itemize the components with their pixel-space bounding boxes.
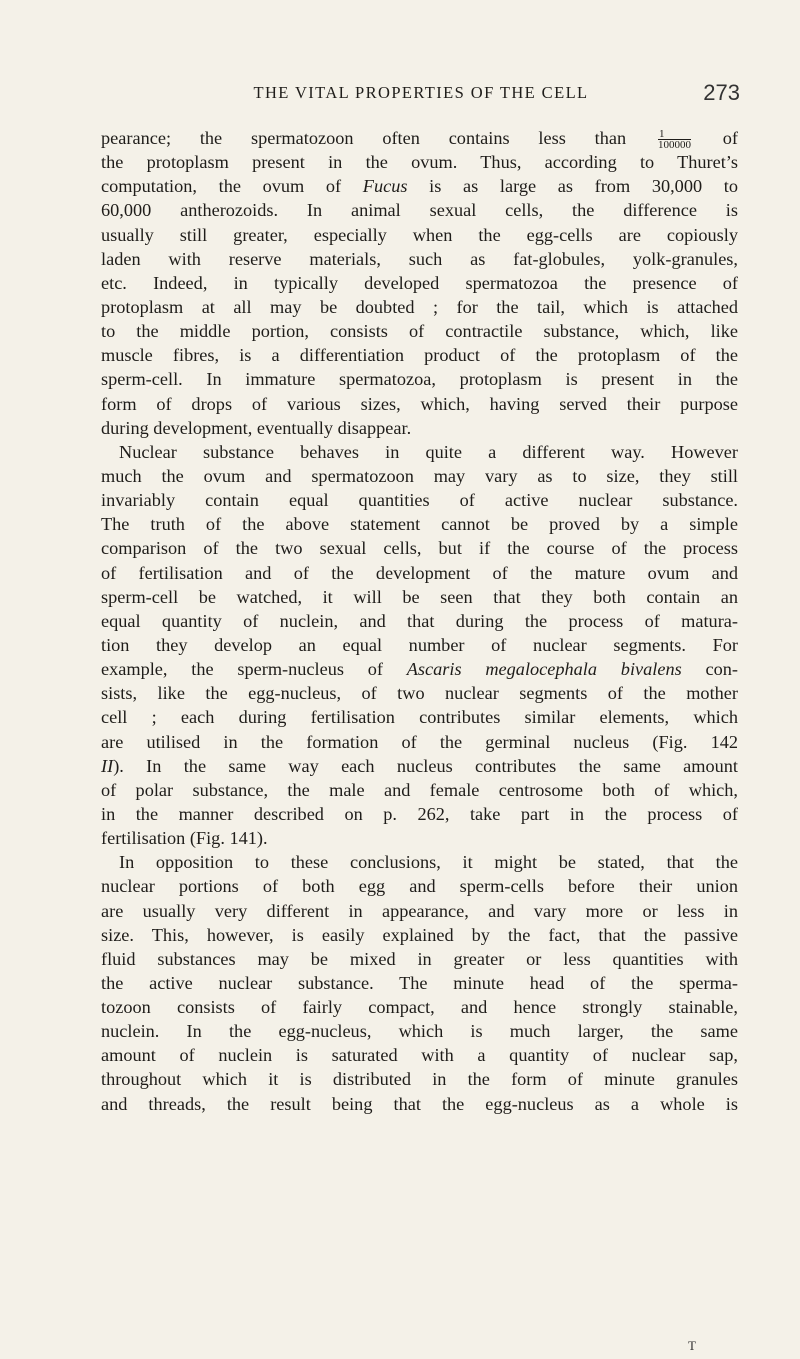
text-line: amount of nuclein is saturated with a quantity of nuclear sap, [101,1045,738,1066]
text-line: size. This, however, is easily explained by the fact, that the passive [101,924,738,945]
text-line: fertilisation (Fig. 141). [101,828,268,849]
text-line: of fertilisation and of the development of the mature ovum and [101,562,738,583]
text-line: the active nuclear substance. The minute head of the sperma- [101,972,738,993]
text-line: II). In the same way each nucleus contributes the same amount [101,755,738,776]
first-line-tail: of [693,128,738,148]
text-line: laden with reserve materials, such as fat-globules, yolk-granules, [101,248,738,269]
fraction-numerator: 1 [658,129,691,140]
text-line: to the middle portion, consists of contractile substance, which, like [101,321,738,342]
text-line: in the manner described on p. 262, take part in the process of [101,803,738,824]
text-line: tozoon consists of fairly compact, and hence strongly stainable, [101,997,738,1018]
signature-mark: T [688,1338,696,1353]
text-line: much the ovum and spermatozoon may vary as to size, they still [101,465,738,486]
text-line: and threads, the result being that the egg-nucleus as a whole is [101,1093,738,1114]
running-title: THE VITAL PROPERTIES OF THE CELL [253,83,589,102]
text-line: of polar substance, the male and female centrosome both of which, [101,779,738,800]
running-head [102,80,740,106]
text-line: Nuclear substance behaves in quite a different way. However [119,441,738,462]
text-line: sperm-cell be watched, it will be seen that they both contain an [101,586,738,607]
text-line: cell ; each during fertilisation contributes similar elements, which [101,707,738,728]
text-line: computation, the ovum of Fucus is as large as from 30,000 to [101,176,738,197]
text-line: the protoplasm present in the ovum. Thus, according to Thuret’s [101,152,738,173]
body-text [101,126,738,1116]
text-line: 60,000 antherozoids. In animal sexual cells, the difference is [101,200,738,221]
text-line: The truth of the above statement cannot be proved by a simple [101,514,738,535]
text-line: form of drops of various sizes, which, having served their purpose [101,393,738,414]
text-line: example, the sperm-nucleus of Ascaris megalocephala bivalens con- [101,659,738,680]
text-line: etc. Indeed, in typically developed spermatozoa the presence of [101,272,738,293]
page-number: 273 [703,80,740,105]
text-line: during development, eventually disappear. [101,417,412,438]
text-line: nuclein. In the egg-nucleus, which is much larger, the same [101,1021,738,1042]
fraction [658,129,691,150]
text-line: are utilised in the formation of the germinal nucleus (Fig. 142 [101,731,738,752]
text-line: tion they develop an equal number of nuclear segments. For [101,634,738,655]
text-line: comparison of the two sexual cells, but if the course of the process [101,538,738,559]
text-line: throughout which it is distributed in the form of minute granules [101,1069,738,1090]
text-line: fluid substances may be mixed in greater or less quantities with [101,948,738,969]
text-line: In opposition to these conclusions, it might be stated, that the [119,852,738,873]
text-line: protoplasm at all may be doubted ; for the tail, which is attached [101,296,738,317]
text-line: are usually very different in appearance, and vary more or less in [101,900,738,921]
text-line: muscle fibres, is a differentiation product of the protoplasm of the [101,345,738,366]
text-line: sists, like the egg-nucleus, of two nuclear segments of the mother [101,683,738,704]
text-line: usually still greater, especially when the egg-cells are copiously [101,224,738,245]
text-line: sperm-cell. In immature spermatozoa, protoplasm is present in the [101,369,738,390]
text-line: invariably contain equal quantities of active nuclear substance. [101,490,738,511]
text-line: pearance; the spermatozoon often contains less than $\frac{1}{100000}$ of [101,127,738,151]
text-line: nuclear portions of both egg and sperm-cells before their union [101,876,738,897]
text-line: equal quantity of nuclein, and that during the process of matura- [101,610,738,631]
fraction-denominator: 100000 [657,138,691,151]
